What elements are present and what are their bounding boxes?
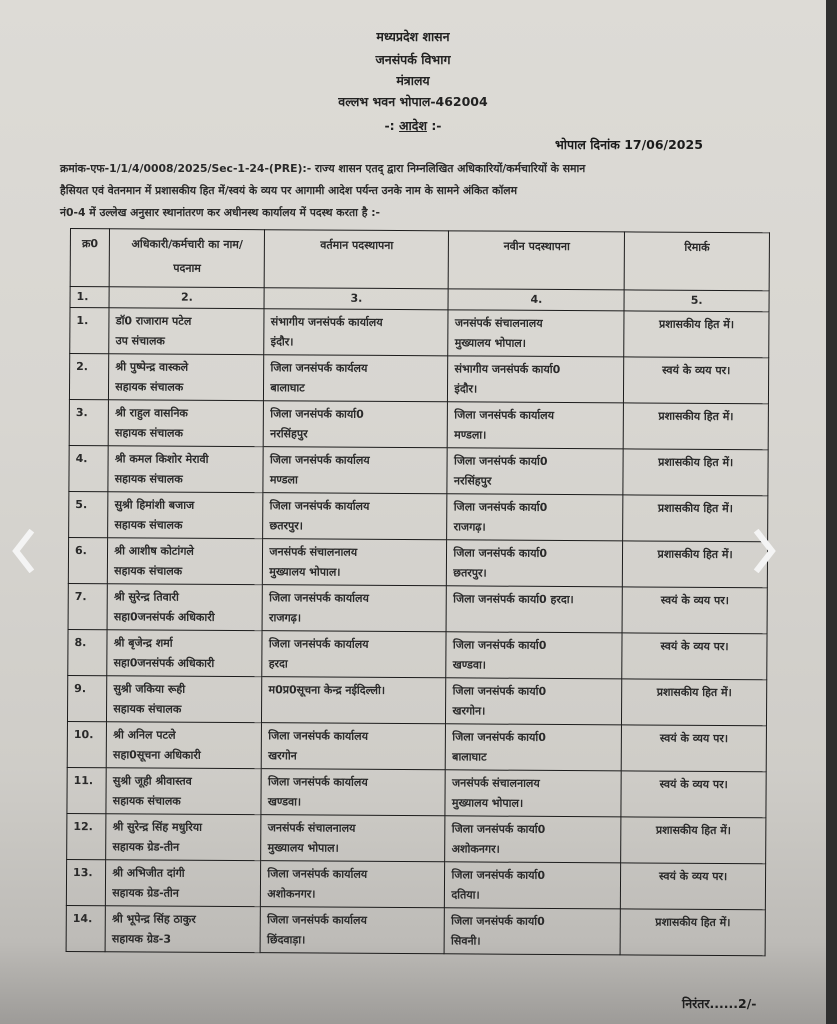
officer-name: श्री आशीष कोटांगले bbox=[114, 544, 194, 558]
officer-designation: सहायक ग्रेड-तीन bbox=[112, 840, 180, 854]
continued-marker: निरंतर......2/- bbox=[682, 996, 757, 1011]
header-name-designation: अधिकारी/कर्मचारी का नाम/ पदनाम bbox=[109, 229, 264, 288]
officer-cell bbox=[105, 906, 260, 953]
remark-cell: स्वयं के व्यय पर। bbox=[622, 587, 767, 634]
officer-designation: सहायक संचालक bbox=[114, 426, 184, 440]
new-posting-cell bbox=[448, 402, 624, 449]
current-posting-line: जनसंपर्क संचालनालय bbox=[269, 545, 358, 559]
order-paragraph bbox=[60, 158, 740, 224]
officer-designation: उप संचालक bbox=[115, 334, 165, 348]
new-posting-line: दतिया। bbox=[451, 888, 480, 902]
column-number: 2. bbox=[109, 287, 264, 309]
column-number: 5. bbox=[624, 290, 769, 312]
new-posting-cell bbox=[445, 770, 621, 817]
new-posting-line: बालाघाट bbox=[452, 750, 487, 764]
current-posting-line: अशोकनगर। bbox=[267, 887, 316, 901]
serial-no: 3. bbox=[69, 399, 109, 445]
new-posting-line: इंदौर। bbox=[454, 382, 478, 396]
current-posting-cell bbox=[260, 907, 444, 954]
serial-no: 8. bbox=[68, 629, 108, 675]
current-posting-cell bbox=[261, 815, 445, 862]
column-number: 3. bbox=[264, 288, 448, 310]
officer-name: श्री अनिल पटले bbox=[113, 728, 176, 742]
table-row bbox=[69, 354, 768, 404]
table-row bbox=[68, 583, 767, 633]
current-posting-line: राजगढ़। bbox=[268, 611, 302, 625]
department-name: जनसंपर्क विभाग bbox=[375, 52, 451, 67]
new-posting-cell bbox=[445, 862, 621, 909]
new-posting-line: मुख्यालय भोपाल। bbox=[451, 796, 524, 810]
new-posting-cell bbox=[447, 540, 623, 587]
current-posting-line: मुख्यालय भोपाल। bbox=[267, 841, 339, 855]
new-posting-line: खण्डवा। bbox=[452, 658, 487, 672]
officer-designation: सहायक ग्रेड-तीन bbox=[112, 886, 179, 900]
remark-cell: स्वयं के व्यय पर। bbox=[621, 725, 766, 772]
new-posting-line: राजगढ़। bbox=[453, 520, 486, 534]
table-row bbox=[67, 813, 766, 863]
current-posting-line: जिला जनसंपर्क कार्यालय bbox=[269, 499, 370, 513]
officer-designation: सहायक संचालक bbox=[114, 518, 183, 532]
new-posting-line: अशोकनगर। bbox=[451, 842, 500, 856]
officer-cell bbox=[107, 630, 262, 677]
officer-name: श्री अभिजीत दांगी bbox=[112, 866, 185, 880]
previous-image-button[interactable] bbox=[6, 528, 40, 578]
officer-designation: सहा0सूचना अधिकारी bbox=[113, 748, 201, 762]
current-posting-cell bbox=[264, 309, 448, 356]
order-title-prefix: -: bbox=[384, 118, 395, 133]
remark-cell: प्रशासकीय हित में। bbox=[621, 817, 766, 864]
serial-no: 14. bbox=[66, 905, 106, 951]
column-number: 1. bbox=[70, 287, 109, 308]
column-number: 4. bbox=[448, 289, 624, 311]
new-posting-line: जिला जनसंपर्क कार्या0 bbox=[453, 546, 548, 560]
current-posting-cell bbox=[262, 723, 446, 770]
order-date: भोपाल दिनांक 17/06/2025 bbox=[555, 137, 703, 152]
current-posting-cell bbox=[262, 631, 446, 678]
new-posting-line: सिवनी। bbox=[451, 934, 481, 948]
current-posting-cell bbox=[262, 585, 446, 632]
new-posting-line: जिला जनसंपर्क कार्या0 bbox=[453, 454, 548, 468]
serial-no: 6. bbox=[68, 537, 108, 583]
current-posting-cell bbox=[262, 677, 446, 724]
current-posting-cell bbox=[263, 539, 447, 586]
officer-designation: सहायक संचालक bbox=[114, 472, 183, 486]
serial-no: 4. bbox=[69, 445, 109, 491]
officer-name: श्री सुरेन्द्र सिंह मधुरिया bbox=[112, 820, 203, 834]
current-posting-cell bbox=[263, 493, 447, 540]
officer-cell bbox=[106, 722, 261, 769]
remark-cell: स्वयं के व्यय पर। bbox=[621, 771, 766, 818]
new-posting-cell bbox=[444, 908, 620, 955]
officer-designation: सहायक संचालक bbox=[113, 702, 182, 716]
current-posting-line: जिला जनसंपर्क कार्यालय bbox=[269, 591, 369, 605]
current-posting-line: जिला जनसंपर्क कार्यालय bbox=[268, 729, 369, 743]
chevron-right-icon bbox=[752, 529, 778, 577]
current-posting-cell bbox=[261, 769, 445, 816]
table-row bbox=[66, 859, 765, 909]
current-posting-line: नरसिंहपुर bbox=[270, 427, 308, 441]
officer-cell bbox=[108, 446, 263, 493]
government-name: मध्यप्रदेश शासन bbox=[376, 29, 450, 44]
current-posting-line: खरगोन bbox=[268, 749, 297, 763]
remark-cell: प्रशासकीय हित में। bbox=[624, 311, 769, 358]
remark-cell: स्वयं के व्यय पर। bbox=[622, 633, 767, 680]
new-posting-line: जिला जनसंपर्क कार्या0 हरदा। bbox=[453, 592, 574, 607]
new-posting-line: मण्डला। bbox=[454, 428, 487, 442]
remark-cell: प्रशासकीय हित में। bbox=[623, 541, 768, 588]
next-image-button[interactable] bbox=[748, 528, 782, 578]
new-posting-cell bbox=[446, 724, 622, 771]
new-posting-line: जिला जनसंपर्क कार्यालय bbox=[454, 408, 555, 422]
header-remark: रिमार्क bbox=[624, 232, 769, 291]
new-posting-line: खरगोन। bbox=[452, 704, 486, 718]
serial-no: 10. bbox=[67, 721, 107, 767]
officer-name: डॉ0 राजाराम पटेल bbox=[115, 314, 192, 328]
officer-name: सुश्री जकिया रूही bbox=[113, 682, 186, 696]
officer-designation: सहा0जनसंपर्क अधिकारी bbox=[113, 656, 215, 670]
current-posting-line: छतरपुर। bbox=[269, 519, 304, 533]
new-posting-line: जिला जनसंपर्क कार्या0 bbox=[452, 638, 547, 652]
officer-designation: सहा0जनसंपर्क अधिकारी bbox=[113, 610, 215, 624]
officer-cell bbox=[108, 492, 263, 539]
new-posting-cell bbox=[446, 632, 622, 679]
order-paragraph-line: नं0-4 में उल्लेख अनुसार स्थानांतरण कर अधीनस्थ कार्यालय में पदस्थ करता है :- bbox=[60, 206, 380, 219]
new-posting-line: जिला जनसंपर्क कार्या0 bbox=[451, 868, 546, 882]
serial-no: 9. bbox=[67, 675, 107, 721]
officer-name: श्री बृजेन्द्र शर्मा bbox=[113, 636, 173, 650]
table-row bbox=[67, 675, 766, 725]
order-paragraph-line: हैसियत एवं वेतनमान में प्रशासकीय हित में/स्वयं के व्यय पर आगामी आदेश पर्यन्त उनके नाम के सामने अंकित कॉलम bbox=[60, 184, 518, 197]
new-posting-line: जनसंपर्क संचालनालय bbox=[451, 776, 540, 790]
serial-no: 11. bbox=[67, 767, 107, 813]
officer-name: श्री कमल किशोर मेरावी bbox=[114, 452, 209, 466]
header-serial-no: क्र0 bbox=[70, 229, 110, 287]
remark-cell: प्रशासकीय हित में। bbox=[623, 449, 768, 496]
officer-cell bbox=[109, 354, 264, 401]
officer-cell bbox=[106, 860, 261, 907]
current-posting-line: जिला जनसंपर्क कार्यालय bbox=[268, 637, 369, 651]
order-paragraph-line: क्रमांक-एफ-1/1/4/0008/2025/Sec-1-24-(PRE):- राज्य शासन एतद् द्वारा निम्नलिखित अधिकारियों/कर्मचारियों के समान bbox=[60, 162, 586, 175]
new-posting-line: मुख्यालय भोपाल। bbox=[454, 336, 526, 350]
officer-cell bbox=[106, 768, 261, 815]
table-row bbox=[67, 767, 766, 817]
officer-cell bbox=[108, 400, 263, 447]
serial-no: 7. bbox=[68, 583, 108, 629]
remark-cell: प्रशासकीय हित में। bbox=[623, 495, 768, 542]
table-row bbox=[68, 629, 767, 679]
transfer-table bbox=[66, 228, 770, 956]
serial-no: 1. bbox=[70, 308, 110, 354]
current-posting-line: जिला जनसंपर्क कार्यालय bbox=[269, 453, 370, 467]
table-row bbox=[67, 721, 766, 771]
current-posting-line: संभागीय जनसंपर्क कार्यालय bbox=[270, 315, 383, 329]
officer-name: सुश्री जूही श्रीवास्तव bbox=[112, 774, 192, 788]
new-posting-cell bbox=[448, 356, 624, 403]
current-posting-line: छिंदवाड़ा। bbox=[266, 933, 306, 947]
current-posting-cell bbox=[264, 401, 448, 448]
officer-name: श्री पुष्पेन्द्र वास्कले bbox=[115, 360, 189, 374]
new-posting-line: जिला जनसंपर्क कार्या0 bbox=[453, 500, 548, 514]
officer-designation: सहायक ग्रेड-3 bbox=[111, 932, 172, 946]
order-title bbox=[0, 117, 826, 134]
new-posting-line: नरसिंहपुर bbox=[453, 474, 492, 488]
table-row bbox=[68, 537, 767, 587]
order-title-text: आदेश bbox=[399, 118, 427, 133]
header-new-posting: नवीन पदस्थापना bbox=[449, 231, 625, 290]
table-row bbox=[69, 445, 768, 495]
current-posting-line: हरदा bbox=[268, 657, 288, 671]
new-posting-line: जिला जनसंपर्क कार्या0 bbox=[452, 684, 547, 698]
new-posting-line: छतरपुर। bbox=[453, 566, 487, 580]
new-posting-cell bbox=[446, 678, 622, 725]
new-posting-line: जनसंपर्क संचालनालय bbox=[454, 316, 543, 330]
order-title-suffix: :- bbox=[431, 118, 442, 133]
new-posting-line: जिला जनसंपर्क कार्या0 bbox=[451, 822, 546, 836]
current-posting-line: जनसंपर्क संचालनालय bbox=[267, 821, 356, 835]
new-posting-cell bbox=[445, 816, 621, 863]
officer-cell bbox=[108, 538, 263, 585]
new-posting-cell bbox=[447, 448, 623, 495]
officer-name: श्री राहुल वासनिक bbox=[115, 406, 188, 420]
serial-no: 2. bbox=[69, 354, 109, 400]
chevron-left-icon bbox=[10, 529, 36, 577]
remark-cell: प्रशासकीय हित में। bbox=[623, 403, 768, 450]
current-posting-line: मण्डला bbox=[269, 473, 298, 487]
officer-cell bbox=[109, 308, 264, 355]
officer-name: श्री सुरेन्द्र तिवारी bbox=[113, 590, 179, 604]
current-posting-cell bbox=[263, 447, 447, 494]
current-posting-cell bbox=[264, 355, 448, 402]
remark-cell: प्रशासकीय हित में। bbox=[622, 679, 767, 726]
new-posting-line: संभागीय जनसंपर्क कार्या0 bbox=[454, 362, 561, 376]
current-posting-cell bbox=[261, 861, 445, 908]
serial-no: 5. bbox=[69, 491, 109, 537]
officer-name: श्री भूपेन्द्र सिंह ठाकुर bbox=[112, 912, 196, 926]
officer-designation: सहायक संचालक bbox=[114, 564, 183, 578]
officer-cell bbox=[107, 676, 262, 723]
table-row bbox=[70, 308, 769, 358]
current-posting-line: म0प्र0सूचना केन्द्र नईदिल्ली। bbox=[268, 683, 386, 697]
header-current-posting: वर्तमान पदस्थापना bbox=[265, 230, 449, 289]
viewer-edge bbox=[826, 0, 837, 1024]
serial-no: 13. bbox=[66, 859, 106, 905]
current-posting-line: जिला जनसंपर्क कार्या0 bbox=[270, 407, 364, 421]
serial-no: 12. bbox=[67, 813, 107, 859]
current-posting-line: बालाघाट bbox=[270, 381, 305, 395]
ministry-name: मंत्रालय bbox=[396, 73, 430, 88]
remark-cell: स्वयं के व्यय पर। bbox=[624, 357, 769, 404]
officer-name: सुश्री हिमांशी बजाज bbox=[114, 498, 195, 512]
current-posting-line: जिला जनसंपर्क कार्यालय bbox=[267, 867, 368, 881]
new-posting-cell bbox=[447, 494, 623, 541]
officer-cell bbox=[107, 584, 262, 631]
remark-cell: प्रशासकीय हित में। bbox=[620, 909, 765, 956]
current-posting-line: खण्डवा। bbox=[267, 795, 302, 809]
new-posting-cell bbox=[446, 586, 622, 633]
current-posting-line: जिला जनसंपर्क कार्यलय bbox=[270, 361, 368, 375]
current-posting-line: जिला जनसंपर्क कार्यालय bbox=[267, 913, 367, 927]
new-posting-cell bbox=[448, 310, 624, 357]
current-posting-line: मुख्यालय भोपाल। bbox=[269, 565, 341, 579]
table-row bbox=[69, 491, 768, 541]
current-posting-line: जिला जनसंपर्क कार्यालय bbox=[267, 775, 368, 789]
officer-designation: सहायक संचालक bbox=[115, 380, 184, 394]
table-row bbox=[66, 905, 765, 955]
officer-designation: सहायक संचालक bbox=[112, 794, 181, 808]
officer-cell bbox=[106, 814, 261, 861]
table-row bbox=[69, 399, 768, 449]
remark-cell: स्वयं के व्यय पर। bbox=[621, 863, 766, 910]
current-posting-line: इंदौर। bbox=[270, 335, 294, 349]
new-posting-line: जिला जनसंपर्क कार्या0 bbox=[451, 914, 545, 928]
table-header-row bbox=[70, 229, 769, 291]
new-posting-line: जिला जनसंपर्क कार्या0 bbox=[452, 730, 546, 744]
office-address: वल्लभ भवन भोपाल-462004 bbox=[338, 94, 488, 109]
